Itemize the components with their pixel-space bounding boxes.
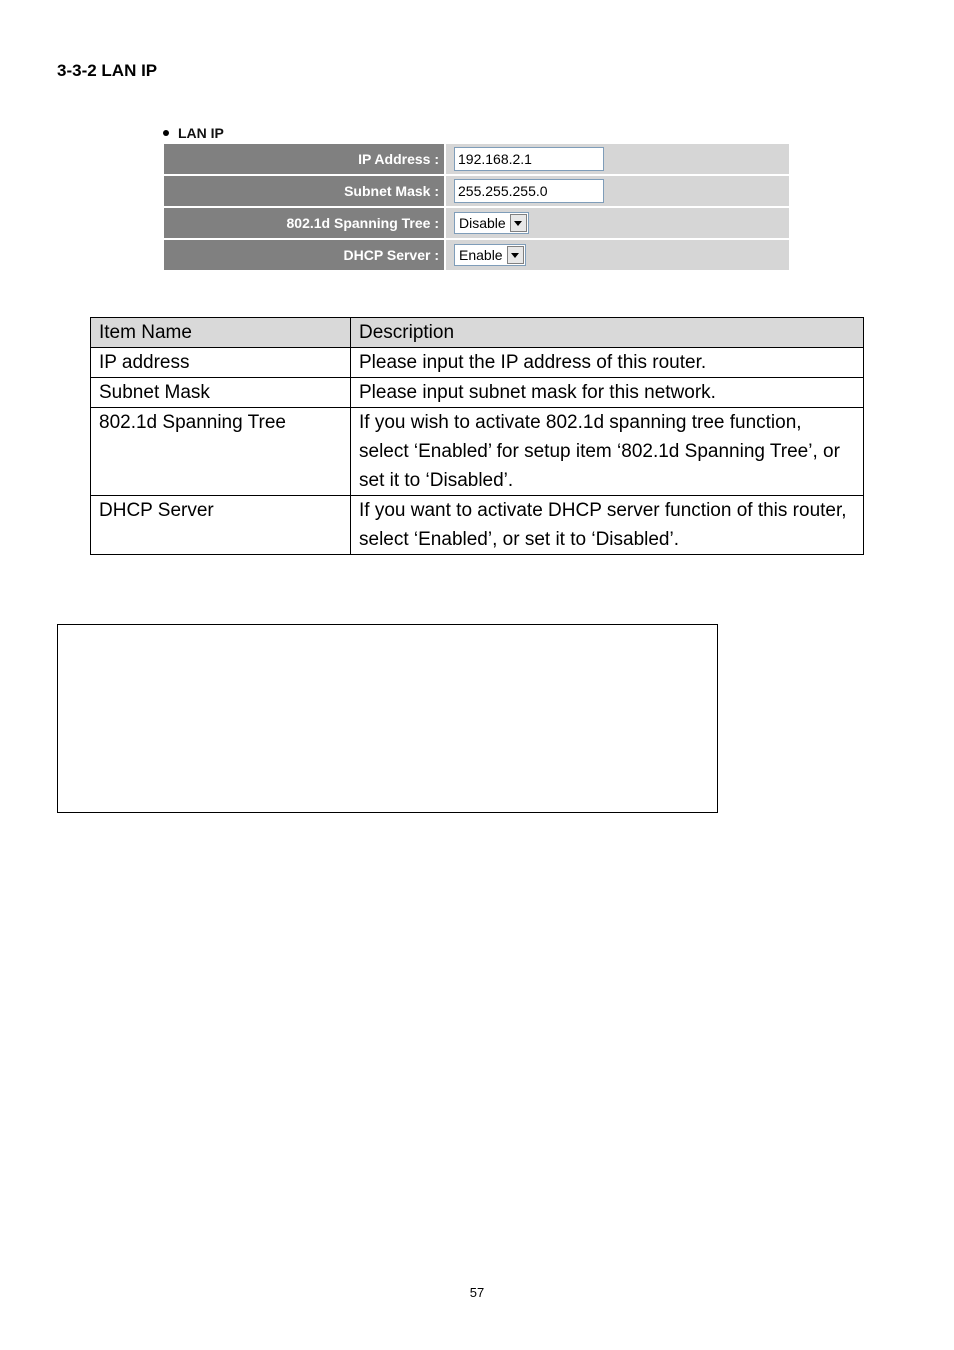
subnet-mask-row (164, 175, 789, 207)
ip-address-input[interactable]: 192.168.2.1 (454, 147, 604, 171)
item-name-cell: 802.1d Spanning Tree (91, 408, 351, 496)
ip-address-label: IP Address : (164, 144, 445, 175)
table-row (91, 348, 864, 378)
dhcp-server-selected-value: Enable (459, 247, 503, 263)
subnet-mask-cell (445, 175, 789, 207)
ip-address-row (164, 144, 789, 175)
note-box (57, 624, 718, 813)
header-description: Description (351, 318, 864, 348)
header-item-name: Item Name (91, 318, 351, 348)
subnet-mask-label: Subnet Mask : (164, 175, 445, 207)
dhcp-server-select[interactable] (454, 244, 526, 266)
bullet-icon (163, 130, 169, 136)
lan-ip-panel (161, 122, 790, 272)
item-name-cell: Subnet Mask (91, 378, 351, 408)
section-title: 3-3-2 LAN IP (57, 61, 158, 80)
dropdown-arrow-icon[interactable] (507, 246, 524, 264)
spanning-tree-select[interactable] (454, 212, 529, 234)
description-cell: Please input subnet mask for this network. (351, 378, 864, 408)
description-table (90, 317, 864, 555)
description-cell: If you want to activate DHCP server function of this router, select ‘Enabled’, or set it to ‘Disabled’. (351, 496, 864, 555)
table-row (91, 496, 864, 555)
spanning-tree-cell (445, 207, 789, 239)
panel-heading (161, 122, 790, 144)
description-cell: Please input the IP address of this router. (351, 348, 864, 378)
dhcp-server-label: DHCP Server : (164, 239, 445, 271)
table-header-row (91, 318, 864, 348)
dhcp-server-cell (445, 239, 789, 271)
spanning-tree-selected-value: Disable (459, 215, 506, 231)
item-name-cell: IP address (91, 348, 351, 378)
dhcp-server-row (164, 239, 789, 271)
dropdown-arrow-icon[interactable] (510, 214, 527, 232)
table-row (91, 408, 864, 496)
table-row (91, 378, 864, 408)
panel-heading-label: LAN IP (178, 125, 224, 141)
spanning-tree-label: 802.1d Spanning Tree : (164, 207, 445, 239)
lan-ip-settings-table (164, 144, 789, 272)
item-name-cell: DHCP Server (91, 496, 351, 555)
ip-address-cell (445, 144, 789, 175)
description-cell: If you wish to activate 802.1d spanning tree function, select ‘Enabled’ for setup item ‘802.1d Spanning Tree’, or set it to ‘Disabled’. (351, 408, 864, 496)
spanning-tree-row (164, 207, 789, 239)
page-number: 57 (469, 1285, 485, 1300)
subnet-mask-input[interactable]: 255.255.255.0 (454, 179, 604, 203)
